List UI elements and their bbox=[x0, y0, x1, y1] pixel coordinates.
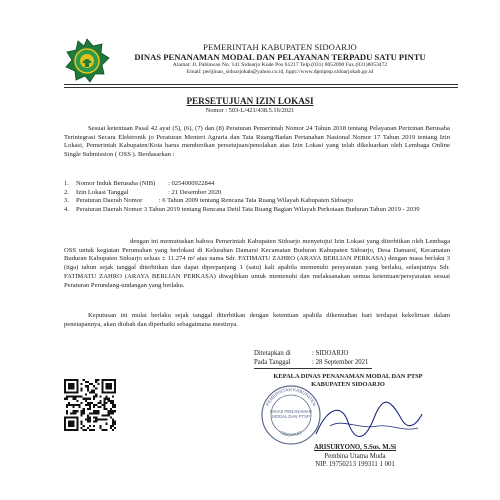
list-item bbox=[64, 180, 450, 189]
letterhead-rule-thick bbox=[64, 84, 458, 85]
signatory-nip: NIP. 19750213 199311 1 001 bbox=[315, 461, 395, 468]
issued-date-label: Pada Tanggal bbox=[254, 358, 291, 366]
issuance-details bbox=[254, 350, 454, 369]
issued-date-value: : 28 September 2021 bbox=[312, 358, 369, 366]
list-item-value: : 0254000922844 bbox=[168, 180, 215, 187]
svg-text:DINAS PENANAMAN: DINAS PENANAMAN bbox=[270, 409, 312, 414]
paragraph-validity-text: Keputusan ini mulai berlaku sejak tanggal diterbitkan dengan ketentuan apabila dikemudian hari terdapat kekeliruan dalam penetapannya, akan diubah dan diperbaiki sebagaimana mestinya. bbox=[64, 312, 450, 328]
paragraph-decision-text: dengan ini memutuskan bahwa Pemerintah Kabupaten Sidoarjo menyetujui Izin Lokasi yang diterbitkan oleh Lembaga OSS untuk kegiatan Perumahan yang berlokasi di Kelurahan Damarsi Kecamatan Buduran Kabupaten Sidoarjo, Desa Damarsi, Kecamatan Buduran Kabupaten Sidoarjo seluas ± 11.274 m² atas nama Sdr. FATIMATU ZAHRO (ARAYA BERLIAN PERKASA) dengan masa berlaku 3 (tiga) tahun sejak tanggal diterbitkan dan dapat diperpanjang 1 (satu) kali apabila memenuhi persyaratan yang berlaku, selanjutnya Sdr. FATIMATU ZAHRO (ARAYA BERLIAN PERKASA) diwajibkan untuk memenuhi dan melaksanakan semua ketentuan/persyaratan sesuai Peraturan Perundang-undangan yang berlaku. bbox=[64, 238, 450, 289]
letterhead-agency: DINAS PENANAMAN MODAL DAN PELAYANAN TERPADU SATU PINTU bbox=[134, 52, 426, 62]
letterhead-address: Alamat: Jl. Pahlawan No. 141 Sidoarjo Kode Pos 61217 Telp.(031) 8052090 Fax.(031)8053472 bbox=[172, 62, 388, 68]
paragraph-intro-text: Sesuai ketentuan Pasal 42 ayat (5), (6), (7) dan (8) Peraturan Pemerintah Nomor 24 Tahun 2018 tentang Pelayanan Perizinan Berusaha Terintegrasi Secara Elektronik jo Peraturan Menteri Agraria dan Tata Ruang/Badan Pertanahan Nasional Nomor 17 Tahun 2019 tentang Izin Lokasi, Pemerintah Kabupaten/Kota harus memberikan persetujuan/penolakan atas Izin Lokasi yang telah dikeluarkan oleh Lembaga Online Single Submission ( OSS ). Berdasarkan : bbox=[64, 125, 450, 159]
list-item bbox=[64, 197, 450, 206]
list-item-value: : 21 Desember 2020 bbox=[168, 188, 222, 196]
list-item-number: 1. bbox=[64, 180, 69, 187]
handwritten-signature bbox=[308, 396, 426, 448]
basis-list bbox=[64, 180, 450, 215]
list-item bbox=[64, 189, 450, 198]
paragraph-decision bbox=[64, 238, 450, 290]
letterhead bbox=[110, 42, 450, 76]
letterhead-contact: Email: perijinan_sidoarjokab@yahoo.co.id, hppt://www.dpmptsp.sidoarjokab.go.id bbox=[186, 69, 374, 75]
list-item-text: Peraturan Daerah Nomor 3 Tahun 2019 tentang Rencana Detil Tata Ruang Bagian Wilayah Perkotaan Buduran Tahun 2019 - 2039 bbox=[76, 206, 420, 214]
signatory-name: ARISURYONO, S.Sos. M.Si bbox=[313, 444, 397, 451]
letterhead-government: PEMERINTAH KABUPATEN SIDOARJO bbox=[203, 42, 357, 52]
list-item-label: Izin Lokasi Tanggal bbox=[76, 188, 129, 196]
paragraph-validity bbox=[64, 312, 450, 329]
svg-text:SIDOARJO: SIDOARJO bbox=[279, 429, 303, 438]
letterhead-rule-thin bbox=[64, 87, 458, 88]
list-item-number: 2. bbox=[64, 188, 69, 196]
issued-place-value: : SIDOARJO bbox=[312, 350, 349, 357]
signatory bbox=[260, 444, 450, 470]
list-item-text: Peraturan Daerah Nomor : 6 Tahun 2009 tentang Rencana Tata Ruang Wilayah Kabupaten Sidoarjo bbox=[76, 197, 354, 205]
list-item-number: 4. bbox=[64, 206, 69, 214]
paragraph-intro bbox=[64, 125, 450, 160]
qr-code bbox=[64, 379, 116, 431]
signatory-office-line1: KEPALA DINAS PENANAMAN MODAL DAN PTSP bbox=[273, 373, 423, 380]
signatory-rank: Pembina Utama Muda bbox=[324, 452, 386, 460]
sidoarjo-emblem-logo bbox=[64, 38, 110, 84]
document-title: PERSETUJUAN IZIN LOKASI bbox=[186, 96, 314, 106]
issued-place-label: Ditetapkan di bbox=[254, 350, 291, 357]
signatory-office-line2: KABUPATEN SIDOARJO bbox=[311, 381, 385, 388]
document-number: Nomor : 503-L/421/438.5.16/2021 bbox=[205, 107, 295, 114]
svg-text:MODAL DAN PTSP: MODAL DAN PTSP bbox=[272, 414, 310, 419]
list-item-number: 3. bbox=[64, 197, 69, 205]
list-item bbox=[64, 206, 450, 215]
list-item-label: Nomor Induk Berusaha (NIB) bbox=[76, 180, 156, 187]
svg-text:PEMERINTAH KABUPATEN: PEMERINTAH KABUPATEN bbox=[264, 386, 318, 407]
